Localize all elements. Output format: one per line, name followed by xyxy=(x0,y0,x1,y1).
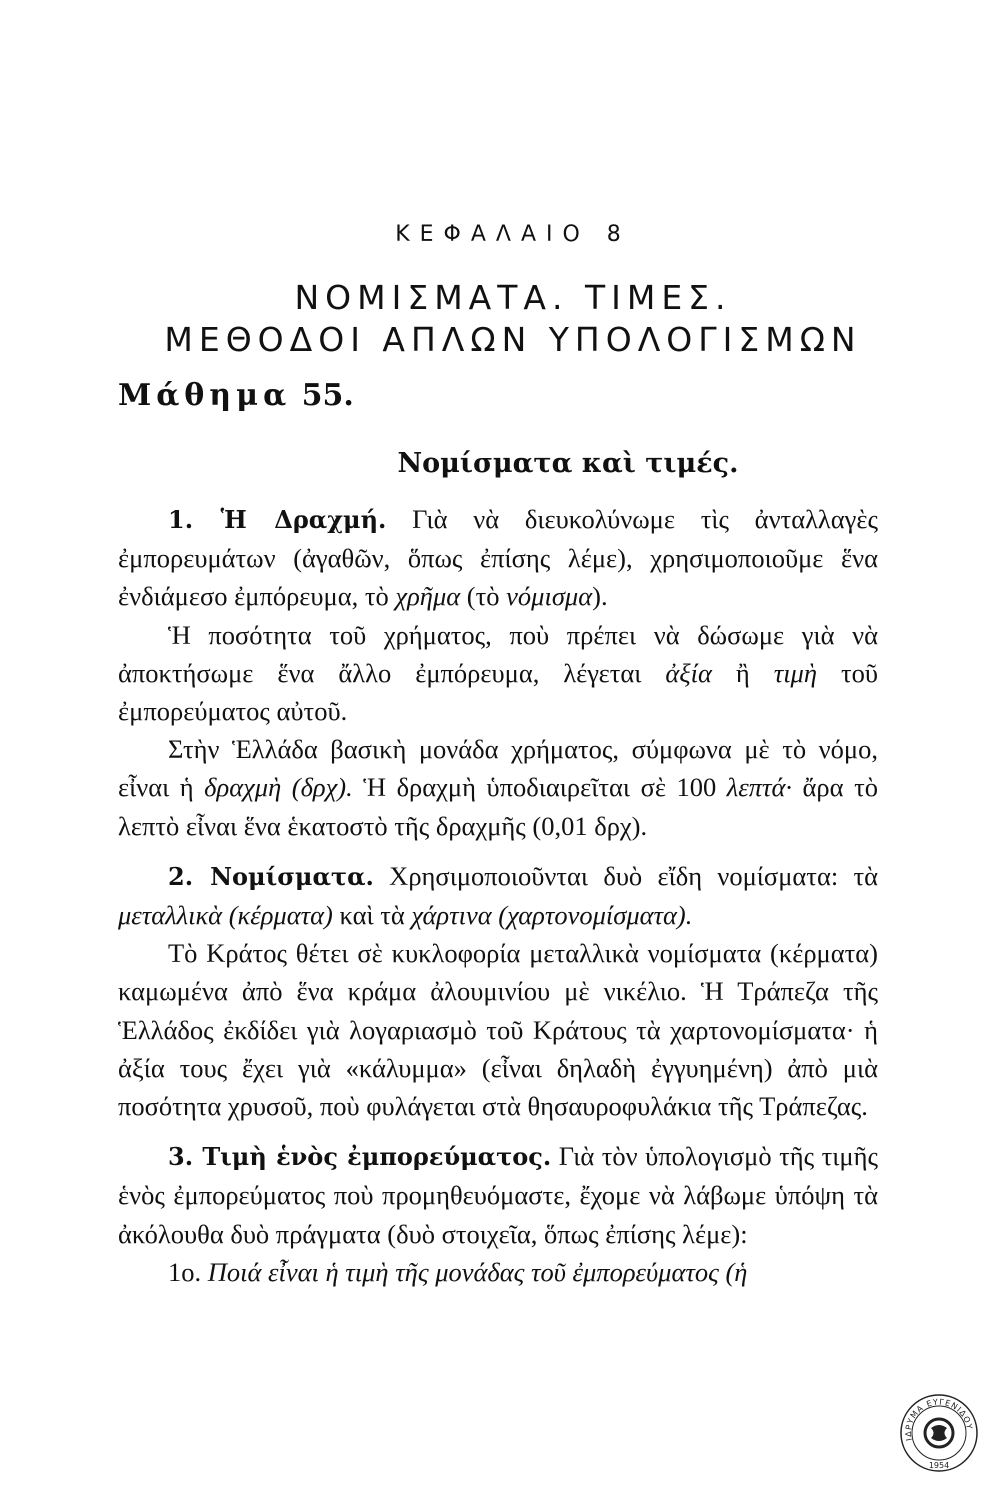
paragraph-state-coins: Τὸ Κράτος θέτει σὲ κυκλοφορία μεταλλικὰ νομίσματα (κέρματα) καμωμένα ἀπὸ ἕνα κράμα ἀλουμινίου μὲ νικέλιο. Ἡ Τράπεζα τῆς Ἑλλάδος ἐκδίδει γιὰ λογαριασμὸ τοῦ Κράτους τὰ χαρτονομίσματα· ἡ ἀξία τους ἔχει γιὰ «κάλυμμα» (εἶναι δηλαδὴ ἐγγυημένη) ἀπὸ μιὰ ποσότητα χρυσοῦ, ποὺ φυλάγεται στὰ θησαυροφυλάκια τῆς Τράπεζας. xyxy=(118,938,878,1122)
section-3-heading: 3. Τιμὴ ἑνὸς ἐμπορεύματος. xyxy=(168,1142,552,1172)
paragraph-value-definition: Ἡ ποσότητα τοῦ χρήματος, ποὺ πρέπει νὰ δώσωμε γιὰ νὰ ἀποκτήσωμε ἕνα ἄλλο ἐμπόρευμα, λέγεται ἀξία ἢ τιμὴ τοῦ ἐμπορεύματος αὐτοῦ. xyxy=(118,619,878,727)
body-text xyxy=(118,500,878,1291)
section-2-heading: 2. Νομίσματα. xyxy=(168,861,374,891)
stamp-arc-text: ΙΔΡΥΜΑ ΕΥΓΕΝΙΔΟΥ xyxy=(903,1397,974,1442)
paragraph-drachma-intro: 1. Ἡ Δραχμή. Γιὰ νὰ διευκολύνωμε τὶς ἀνταλλαγὲς ἐμπορευμάτων (ἀγαθῶν, ὅπως ἐπίσης λέμε), χρησιμοποιοῦμε ἕνα ἐνδιάμεσο ἐμπόρευμα, τὸ χρῆμα (τὸ νόμισμα). xyxy=(118,504,878,612)
section-subheading: Νομίσματα καὶ τιμές. xyxy=(397,448,739,479)
chapter-title-line-2: ΜΕΘΟΔΟΙ ΑΠΛΩΝ ΥΠΟΛΟΓΙΣΜΩΝ xyxy=(164,320,862,359)
paragraph-first-element: 1ο. Ποιά εἶναι ἡ τιμὴ τῆς μονάδας τοῦ ἐμπορεύματος (ἡ xyxy=(168,1256,748,1287)
lesson-heading xyxy=(118,378,354,413)
paragraph-drachma-unit: Στὴν Ἑλλάδα βασικὴ μονάδα χρήματος, σύμφωνα μὲ τὸ νόμο, εἶναι ἡ δραχμὴ (δρχ). Ἡ δραχμὴ ὑποδιαιρεῖται σὲ 100 λεπτά· ἄρα τὸ λεπτὸ εἶναι ἕνα ἑκατοστὸ τῆς δραχμῆς (0,01 δρχ). xyxy=(118,734,878,841)
stamp-year: 1954 xyxy=(928,1461,950,1470)
foundation-stamp-icon xyxy=(898,1392,980,1474)
paragraph-price-calculation: 3. Τιμὴ ἑνὸς ἐμπορεύματος. Γιὰ τὸν ὑπολογισμὸ τῆς τιμῆς ἑνὸς ἐμπορεύματος ποὺ προμηθευόμαστε, ἔχομε νὰ λάβωμε ὑπόψη τὰ ἀκόλουθα δυὸ πράγματα (δυὸ στοιχεῖα, ὅπως ἐπίσης λέμε): xyxy=(118,1141,878,1249)
paragraph-currency-types: 2. Νομίσματα. Χρησιμοποιοῦνται δυὸ εἴδη νομίσματα: τὰ μεταλλικὰ (κέρματα) καὶ τὰ χάρτινα (χαρτονομίσματα). xyxy=(118,860,879,931)
section-1-heading: 1. Ἡ Δραχμή. xyxy=(168,505,387,534)
lesson-number: 55. xyxy=(301,378,354,413)
chapter-title-line-1: ΝΟΜΙΣΜΑΤΑ. ΤΙΜΕΣ. xyxy=(294,278,732,317)
chapter-label: ΚΕΦΑΛΑΙΟ 8 xyxy=(395,222,631,247)
lesson-word: Μάθημα xyxy=(118,378,292,413)
